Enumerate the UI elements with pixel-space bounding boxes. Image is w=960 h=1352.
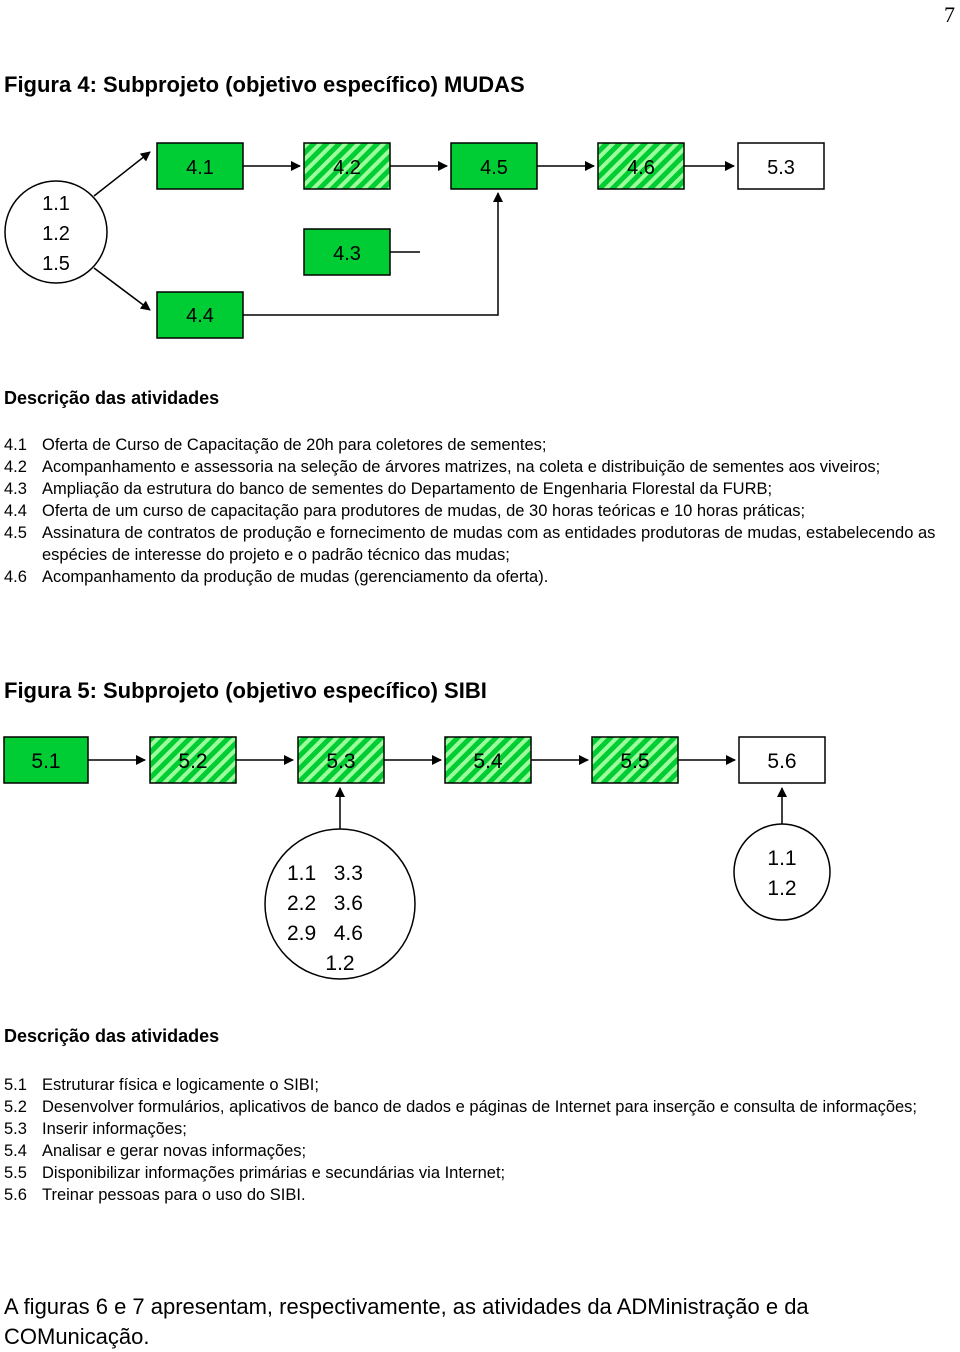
- node-4-2: [304, 143, 390, 189]
- activity-4-6: 4.6 Acompanhamento da produção de mudas (gerenciamento da oferta).: [4, 568, 549, 586]
- node-5-6: [739, 737, 825, 783]
- circle2-line-1: 1.1: [767, 847, 797, 870]
- page-number: 7: [944, 2, 955, 27]
- node-5-6-label: 5.6: [767, 750, 797, 773]
- node-4-4: [157, 292, 243, 338]
- circle-line-1: 1.1: [42, 193, 70, 215]
- figure-5-section-title: Descrição das atividades: [4, 1026, 220, 1046]
- activity-5-4: 5.4 Analisar e gerar novas informações;: [4, 1142, 307, 1160]
- arrow-circle-to-4-4: [94, 268, 150, 310]
- circle1-line-3: 2.9 4.6: [287, 922, 363, 945]
- figure-5-activities: [4, 1074, 956, 1206]
- activity-5-1: 5.1 Estruturar física e logicamente o SIBI;: [4, 1076, 319, 1094]
- dependency-circle-5-3: [265, 829, 415, 979]
- node-4-5-label: 4.5: [480, 157, 508, 179]
- dependency-circle-5-6: [734, 824, 830, 920]
- circle-line-3: 1.5: [42, 253, 70, 275]
- node-5-4-label: 5.4: [473, 750, 503, 773]
- node-5-3-sibi: [298, 737, 384, 783]
- activity-5-3: 5.3 Inserir informações;: [4, 1120, 187, 1138]
- footer-paragraph: A figuras 6 e 7 apresentam, respectivamente, as atividades da ADMinistração e da COMunicação.: [4, 1294, 809, 1349]
- node-5-3-sibi-label: 5.3: [326, 750, 356, 773]
- figure-4-section-title: Descrição das atividades: [4, 388, 220, 408]
- node-5-5-label: 5.5: [620, 750, 650, 773]
- node-4-4-label: 4.4: [186, 305, 214, 327]
- circle1-line-2: 2.2 3.6: [287, 892, 363, 915]
- circle1-line-4: 1.2: [325, 952, 355, 975]
- activity-5-5: 5.5 Disponibilizar informações primárias e secundárias via Internet;: [4, 1164, 506, 1182]
- node-4-1-label: 4.1: [186, 157, 214, 179]
- node-4-6-label: 4.6: [627, 157, 655, 179]
- node-4-3: [304, 229, 390, 275]
- activity-5-6: 5.6 Treinar pessoas para o uso do SIBI.: [4, 1186, 306, 1204]
- node-5-5: [592, 737, 678, 783]
- activity-4-4: 4.4 Oferta de um curso de capacitação para produtores de mudas, de 30 horas teóricas e 10 horas práticas;: [4, 502, 806, 520]
- figure-4-title: Figura 4: Subprojeto (objetivo específico) MUDAS: [4, 72, 525, 97]
- node-4-3-label: 4.3: [333, 243, 361, 265]
- figure-5-diagram: [0, 728, 960, 998]
- circle1-line-1: 1.1 3.3: [287, 862, 363, 885]
- circle-line-2: 1.2: [42, 223, 70, 245]
- node-4-5: [451, 143, 537, 189]
- activity-5-2: 5.2 Desenvolver formulários, aplicativos de banco de dados e páginas de Internet para inserção e consulta de informações;: [4, 1098, 918, 1116]
- node-5-3-label: 5.3: [767, 157, 795, 179]
- activity-4-2: 4.2 Acompanhamento e assessoria na seleção de árvores matrizes, na coleta e distribuição de sementes aos viveiros;: [4, 458, 881, 476]
- circle2-line-2: 1.2: [767, 877, 797, 900]
- activity-4-3: 4.3 Ampliação da estrutura do banco de sementes do Departamento de Engenharia Florestal da FURB;: [4, 480, 773, 498]
- activity-4-1: 4.1 Oferta de Curso de Capacitação de 20h para coletores de sementes;: [4, 436, 547, 454]
- figure-4-diagram: [0, 130, 960, 350]
- node-5-2-label: 5.2: [178, 750, 208, 773]
- node-5-3: [738, 143, 824, 189]
- arrow-circle-to-4-1: [94, 152, 150, 196]
- node-4-2-label: 4.2: [333, 157, 361, 179]
- figure-4-activities: [4, 434, 956, 588]
- figure-5-title: Figura 5: Subprojeto (objetivo específico) SIBI: [4, 678, 487, 703]
- node-5-4: [445, 737, 531, 783]
- activity-4-5: 4.5 Assinatura de contratos de produção e fornecimento de mudas com as entidades produtoras de mudas, estabelecendo as espécies de interesse do projeto e o padrão técnico das mudas;: [4, 524, 936, 564]
- node-4-1: [157, 143, 243, 189]
- node-5-1-label: 5.1: [31, 750, 61, 773]
- node-4-6: [598, 143, 684, 189]
- origin-circle: [5, 181, 107, 283]
- node-5-2: [150, 737, 236, 783]
- node-5-1: [4, 737, 88, 783]
